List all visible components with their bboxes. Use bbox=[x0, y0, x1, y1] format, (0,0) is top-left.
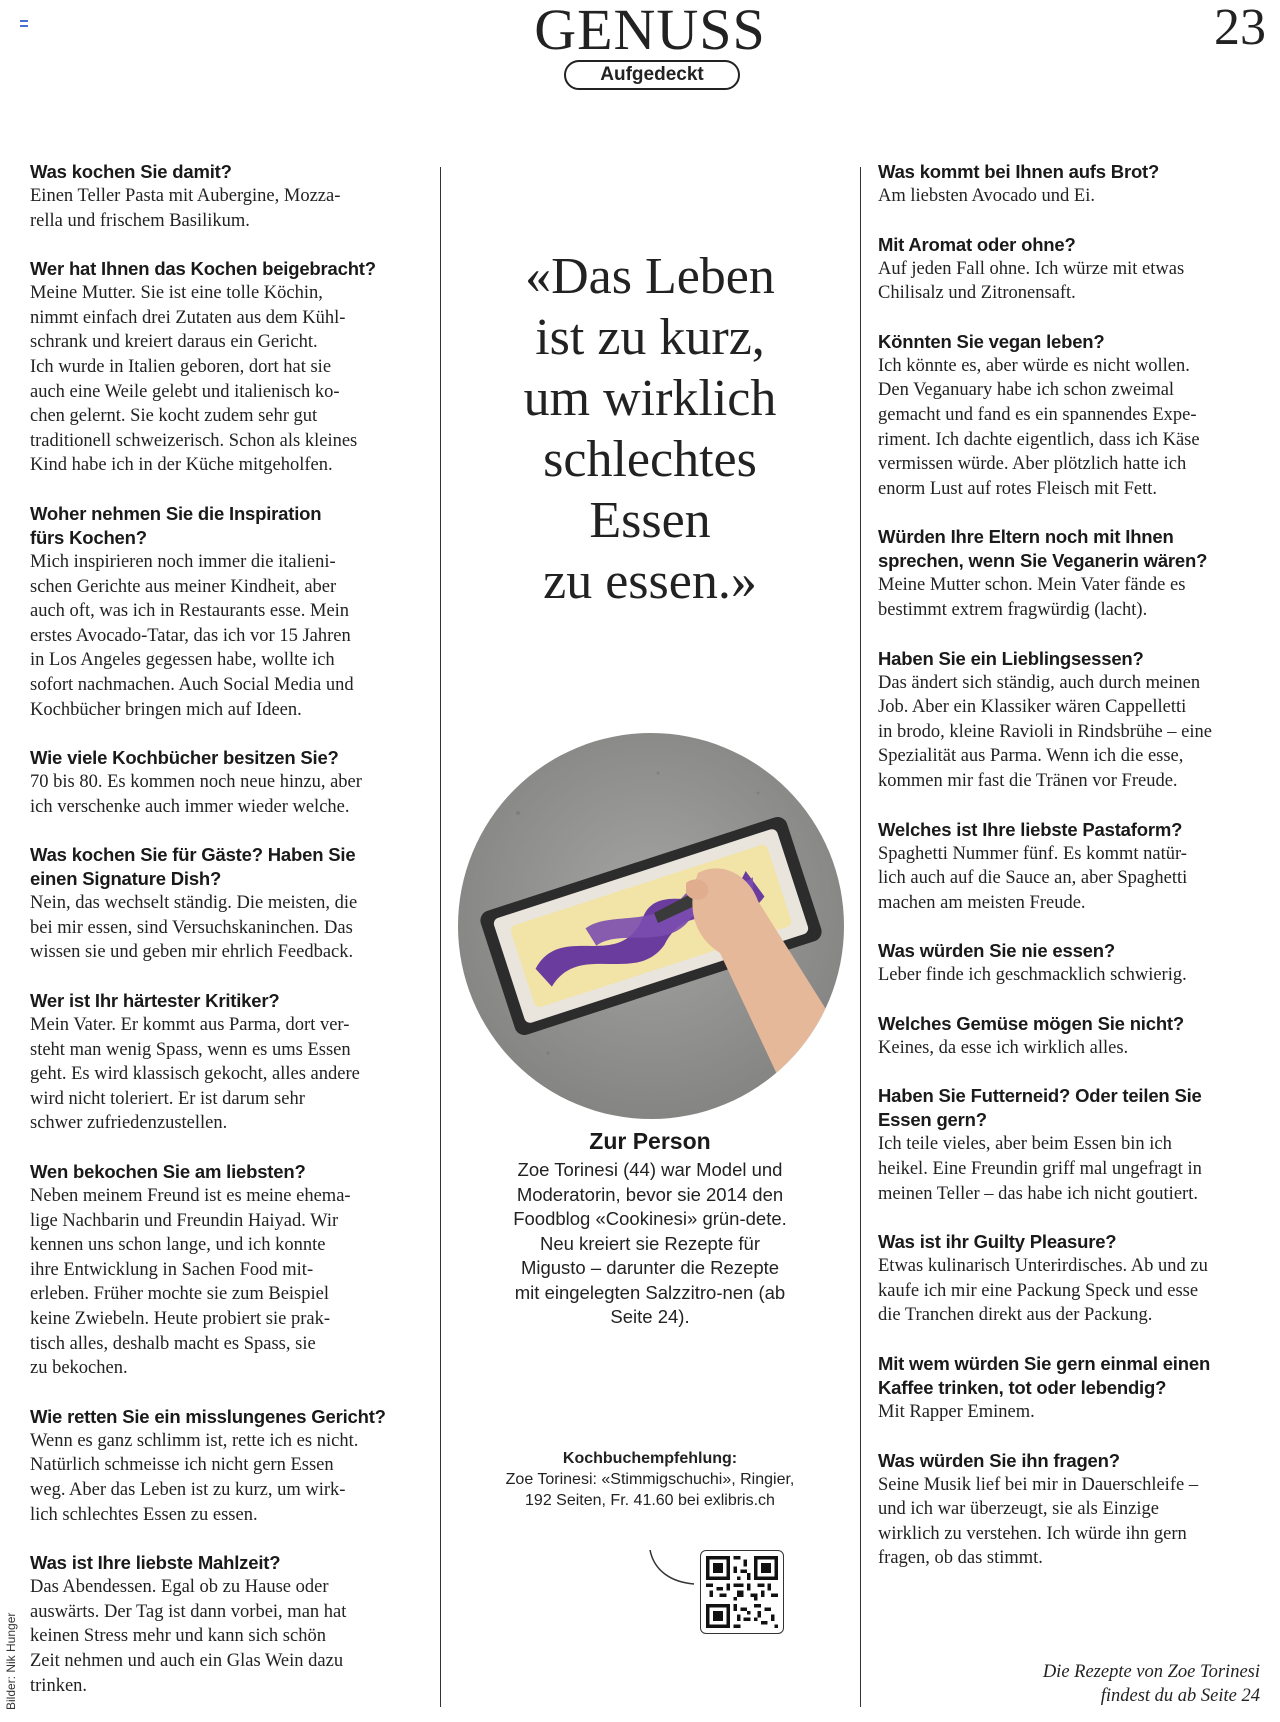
answer: Mein Vater. Er kommt aus Parma, dort ver- steht man wenig Spass, wenn es ums Essen geht. Es wird klassisch gekocht, alles andere wird nicht toleriert. Er ist darum sehr schwer zufriedenzustellen. bbox=[30, 1015, 360, 1134]
qa-block bbox=[878, 330, 1278, 502]
qa-block bbox=[878, 1230, 1278, 1328]
qa-block bbox=[30, 1551, 430, 1698]
question: Was kommt bei Ihnen aufs Brot? bbox=[878, 161, 1160, 182]
qa-block bbox=[878, 233, 1278, 306]
qa-block bbox=[878, 1449, 1278, 1571]
person-bio: Zoe Torinesi (44) war Model und Moderatorin, bevor sie 2014 den Foodblog «Cookinesi» grün-dete. Neu kreiert sie Rezepte für Migusto – darunter die Rezepte mit eingelegten Salzzitro-nen (ab Seite 24). bbox=[513, 1159, 787, 1327]
qa-block bbox=[30, 160, 430, 233]
qa-block bbox=[878, 1012, 1278, 1061]
question: Wie viele Kochbücher besitzen Sie? bbox=[30, 747, 339, 769]
answer: Nein, das wechselt ständig. Die meisten, die bei mir essen, sind Versuchskaninchen. Das wissen sie und geben mir ehrlich Feedback. bbox=[30, 893, 358, 963]
answer: Keines, da esse ich wirklich alles. bbox=[878, 1037, 1129, 1058]
qa-block bbox=[30, 746, 430, 819]
question: Was kochen Sie für Gäste? Haben Sie einen Signature Dish? bbox=[30, 844, 356, 890]
answer: Etwas kulinarisch Unterirdisches. Ab und zu kaufe ich mir eine Packung Speck und esse die Tranchen direkt aus der Packung. bbox=[878, 1256, 1208, 1326]
answer: Spaghetti Nummer fünf. Es kommt natür- lich auch auf die Sauce an, aber Spaghetti machen am meisten Freude. bbox=[878, 843, 1188, 913]
question: Wer ist Ihr härtester Kritiker? bbox=[30, 990, 280, 1012]
subsection-label: Aufgedeckt bbox=[564, 60, 740, 90]
qr-code-icon[interactable] bbox=[700, 1550, 784, 1634]
question: Was kochen Sie damit? bbox=[30, 161, 232, 182]
question: Mit wem würden Sie gern einmal einen Kaffee trinken, tot oder lebendig? bbox=[878, 1353, 1211, 1399]
qa-block bbox=[878, 818, 1278, 916]
answer: Das Abendessen. Egal ob zu Hause oder auswärts. Der Tag ist dann vorbei, man hat keinen Stress mehr und kann sich schön Zeit nehmen und auch ein Glas Wein dazu trinken. bbox=[30, 1577, 347, 1696]
answer: Ich könnte es, aber würde es nicht wollen. Den Veganuary habe ich schon zweimal gemacht und fand es ein spannendes Expe- riment. Ich dachte eigentlich, dass ich Käse vermissen würde. Aber plötzlich hatte ich enorm Lust auf rotes Fleisch mit Fett. bbox=[878, 355, 1200, 499]
question: Wer hat Ihnen das Kochen beigebracht? bbox=[30, 258, 376, 280]
question: Wen bekochen Sie am liebsten? bbox=[30, 1161, 306, 1183]
question: Welches ist Ihre liebste Pastaform? bbox=[878, 818, 1183, 840]
question: Mit Aromat oder ohne? bbox=[878, 233, 1076, 255]
answer: 70 bis 80. Es kommen noch neue hinzu, aber ich verschenke auch immer wieder welche. bbox=[30, 772, 362, 817]
answer: Seine Musik lief bei mir in Dauerschleife – und ich war überzeugt, sie als Einzige wirklich zu verstehen. Ich würde ihn gern fragen, ob das stimmt. bbox=[878, 1474, 1199, 1569]
answer: Leber finde ich geschmacklich schwierig. bbox=[878, 965, 1187, 986]
question: Was würden Sie nie essen? bbox=[878, 940, 1115, 962]
column-divider-left bbox=[440, 167, 441, 1707]
question: Könnten Sie vegan leben? bbox=[878, 330, 1105, 352]
photo-credit: Bilder: Nik Hunger bbox=[4, 1612, 18, 1710]
qa-block bbox=[30, 502, 430, 722]
qa-block bbox=[30, 843, 430, 965]
qa-block bbox=[878, 525, 1278, 622]
question: Was würden Sie ihn fragen? bbox=[878, 1449, 1120, 1471]
answer: Mich inspirieren noch immer die italieni- schen Gerichte aus meiner Kindheit, aber auch oft, was ich in Restaurants esse. Mein erstes Avocado-Tatar, das ich vor 15 Jahren in Los Angeles gegessen habe, wollte ich sofort nachmachen. Auch Social Media und Kochbücher bringen mich auf Ideen. bbox=[30, 551, 354, 720]
recipe-reference: Die Rezepte von Zoe Torinesi findest du ab Seite 24 bbox=[1042, 1662, 1260, 1706]
qa-block bbox=[878, 1084, 1278, 1206]
question: Haben Sie Futterneid? Oder teilen Sie Essen gern? bbox=[878, 1085, 1202, 1131]
answer: Ich teile vieles, aber beim Essen bin ich heikel. Eine Freundin griff mal ungefragt in meinen Teller – das habe ich nicht goutiert. bbox=[878, 1134, 1202, 1204]
answer: Am liebsten Avocado und Ei. bbox=[878, 186, 1095, 206]
interview-column-left bbox=[30, 160, 430, 1722]
question: Würden Ihre Eltern noch mit Ihnen sprechen, wenn Sie Veganerin wären? bbox=[878, 526, 1208, 572]
person-heading: Zur Person bbox=[589, 1128, 711, 1154]
curved-arrow-icon bbox=[648, 1548, 698, 1588]
answer: Wenn es ganz schlimm ist, rette ich es nicht. Natürlich schmeisse ich nicht gern Essen weg. Aber das Leben ist zu kurz, um wirk- lich schlechtes Essen zu essen. bbox=[30, 1430, 359, 1525]
book-label: Kochbuchempfehlung: bbox=[562, 1450, 738, 1467]
qa-block bbox=[30, 1160, 430, 1381]
answer: Einen Teller Pasta mit Aubergine, Mozza- rella und frischem Basilikum. bbox=[30, 186, 341, 231]
question: Wie retten Sie ein misslungenes Gericht? bbox=[30, 1405, 386, 1427]
qa-block bbox=[878, 647, 1278, 794]
answer: Neben meinem Freund ist es meine ehema- lige Nachbarin und Freundin Haiyad. Wir kennen uns schon lange, und ich konnte ihre Entwicklung in Sachen Food mit- erleben. Früher mochte sie zum Beispiel keine Zwiebeln. Heute probiert sie prak- tisch alles, deshalb macht es Spass, sie zu bekochen. bbox=[30, 1186, 351, 1379]
answer: Meine Mutter schon. Mein Vater fände es bestimmt extrem fragwürdig (lacht). bbox=[878, 575, 1186, 620]
question: Woher nehmen Sie die Inspiration fürs Kochen? bbox=[30, 502, 322, 548]
qa-block bbox=[878, 1352, 1278, 1425]
question: Was ist ihr Guilty Pleasure? bbox=[878, 1231, 1117, 1253]
book-recommendation bbox=[500, 1448, 800, 1511]
qa-block bbox=[30, 989, 430, 1136]
answer: Mit Rapper Eminem. bbox=[878, 1402, 1035, 1423]
interview-column-right bbox=[878, 160, 1278, 1595]
answer: Das ändert sich ständig, auch durch meinen Job. Aber ein Klassiker wären Cappelletti in brodo, kleine Ravioli in Rindsbrühe – eine Spezialität aus Parma. Wenn ich die esse, kommen mir fast die Tränen vor Freude. bbox=[878, 672, 1212, 791]
pull-quote: «Das Leben ist zu kurz, um wirklich schlechtes Essen zu essen.» bbox=[523, 248, 777, 610]
question: Welches Gemüse mögen Sie nicht? bbox=[878, 1012, 1184, 1034]
column-divider-right bbox=[860, 167, 861, 1707]
question: Was ist Ihre liebste Mahlzeit? bbox=[30, 1552, 281, 1574]
section-title: GENUSS bbox=[534, 0, 766, 62]
page-number: 23 bbox=[1214, 0, 1266, 56]
qa-block bbox=[878, 939, 1278, 988]
answer: Meine Mutter. Sie ist eine tolle Köchin, nimmt einfach drei Zutaten aus dem Kühl- schrank und kreiert daraus ein Gericht. Ich wurde in Italien geboren, dort hat sie auch eine Weile gelebt und italienisch ko- chen gelernt. Sie kocht zudem sehr gut traditionell schweizerisch. Schon als kleines Kind habe ich in der Küche mitgeholfen. bbox=[30, 283, 358, 476]
qa-block bbox=[30, 257, 430, 478]
book-details: Zoe Torinesi: «Stimmigschuchi», Ringier, 192 Seiten, Fr. 41.60 bei exlibris.ch bbox=[505, 1471, 795, 1509]
qa-block bbox=[878, 160, 1278, 209]
qa-block bbox=[30, 1405, 430, 1527]
question: Haben Sie ein Lieblingsessen? bbox=[878, 647, 1144, 669]
answer: Auf jeden Fall ohne. Ich würze mit etwas Chilisalz und Zitronensaft. bbox=[878, 258, 1185, 304]
cake-photo bbox=[458, 733, 844, 1119]
